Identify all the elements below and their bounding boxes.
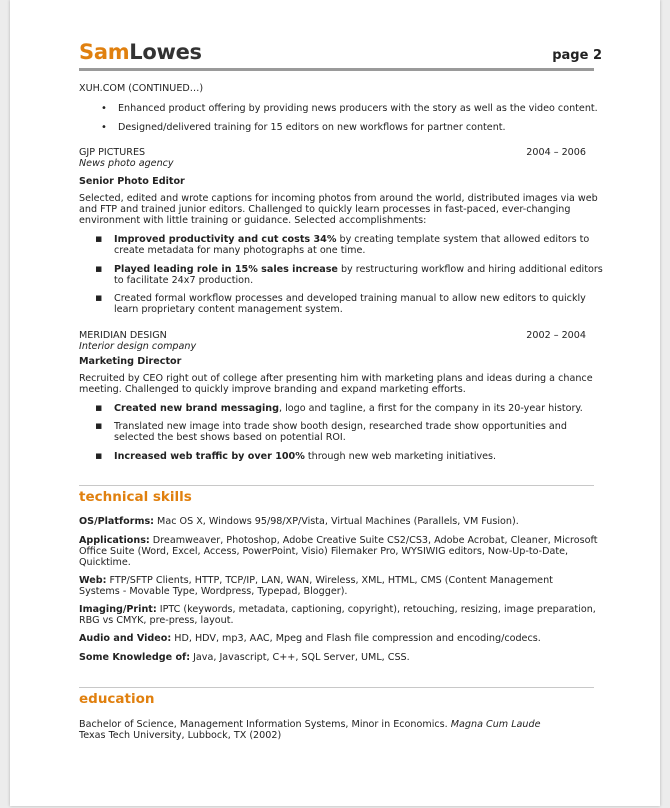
gjp-bullet-3-cont: learn proprietary content management system. [114, 304, 343, 315]
candidate-name [79, 40, 202, 64]
meridian-bullet-2-cont: selected the best shows based on potential ROI. [114, 432, 346, 443]
gjp-summary-2: and FTP and trained junior editors. Challenged to quickly learn processes in fast-paced, ever-changing [79, 204, 571, 215]
header-rule [79, 68, 594, 71]
meridian-role: Marketing Director [79, 356, 182, 367]
first-name: Sam [79, 40, 130, 64]
skills-imaging-2: RBG vs CMYK, pre-press, layout. [79, 615, 234, 626]
meridian-bullet-3: ▪ Increased web traffic by over 100% through new web marketing initiatives. [114, 451, 496, 462]
gjp-bullet-1: ▪ Improved productivity and cut costs 34% by creating template system that allowed editors to [114, 234, 589, 245]
skills-web: Web: FTP/SFTP Clients, HTTP, TCP/IP, LAN, WAN, Wireless, XML, HTML, CMS (Content Management [79, 575, 553, 586]
gjp-bullet-2-cont: to facilitate 24x7 production. [114, 275, 254, 286]
meridian-bullet-1: ▪ Created new brand messaging, logo and tagline, a first for the company in its 20-year history. [114, 403, 583, 414]
xuh-bullet-1: • Enhanced product offering by providing news producers with the story as well as the video content. [118, 103, 598, 114]
gjp-company: GJP PICTURES [79, 147, 146, 158]
skills-knowledge: Some Knowledge of: Java, Javascript, C++, SQL Server, UML, CSS. [79, 652, 410, 663]
meridian-bullet-2: ▪ Translated new image into trade show booth design, researched trade show opportunities and [114, 421, 567, 432]
skills-imaging: Imaging/Print: IPTC (keywords, metadata, captioning, copyright), retouching, resizing, image preparation, [79, 604, 596, 615]
skills-web-2: Systems - Movable Type, Wordpress, Typepad, Blogger). [79, 586, 348, 597]
page-number: page 2 [552, 48, 602, 63]
meridian-dates: 2002 – 2004 [526, 330, 586, 341]
skills-os: OS/Platforms: Mac OS X, Windows 95/98/XP/Vista, Virtual Machines (Parallels, VM Fusion). [79, 516, 519, 527]
gjp-role: Senior Photo Editor [79, 176, 185, 187]
gjp-tagline: News photo agency [79, 158, 174, 169]
meridian-summary-1: Recruited by CEO right out of college after presenting him with marketing plans and ideas during a chance [79, 373, 593, 384]
skills-applications-2: Office Suite (Word, Excel, Access, PowerPoint, Visio) Filemaker Pro, WYSIWIG editors, Now-Up-to-Date, [79, 546, 569, 557]
gjp-dates: 2004 – 2006 [526, 147, 586, 158]
meridian-company: MERIDIAN DESIGN [79, 330, 167, 341]
last-name: Lowes [129, 40, 202, 64]
skills-applications: Applications: Dreamweaver, Photoshop, Adobe Creative Suite CS2/CS3, Adobe Acrobat, Cleaner, Microsoft [79, 535, 598, 546]
education-degree: Bachelor of Science, Management Information Systems, Minor in Economics. Magna Cum Laude [79, 719, 541, 730]
xuh-company: XUH.COM (CONTINUED…) [79, 83, 204, 94]
skills-applications-3: Quicktime. [79, 557, 131, 568]
skills-rule [79, 485, 594, 486]
education-heading: education [79, 691, 155, 707]
education-school: Texas Tech University, Lubbock, TX (2002) [79, 730, 282, 741]
skills-heading: technical skills [79, 489, 192, 505]
gjp-bullet-1-cont: create metadata for many photographs at one time. [114, 245, 366, 256]
meridian-tagline: Interior design company [79, 341, 197, 352]
gjp-summary-1: Selected, edited and wrote captions for incoming photos from around the world, distributed images via web [79, 193, 598, 204]
gjp-bullet-2: ▪ Played leading role in 15% sales increase by restructuring workflow and hiring additional editors [114, 264, 603, 275]
resume-page [10, 0, 660, 806]
education-rule [79, 687, 594, 688]
meridian-summary-2: meeting. Challenged to quickly improve branding and expand marketing efforts. [79, 384, 466, 395]
skills-audio-video: Audio and Video: HD, HDV, mp3, AAC, Mpeg and Flash file compression and encoding/codecs. [79, 633, 541, 644]
xuh-bullet-2: • Designed/delivered training for 15 editors on new workflows for partner content. [118, 122, 506, 133]
gjp-bullet-3: ▪ Created formal workflow processes and developed training manual to allow new editors to quickly [114, 293, 586, 304]
gjp-summary-3: environment with little training or guidance. Selected accomplishments: [79, 215, 427, 226]
